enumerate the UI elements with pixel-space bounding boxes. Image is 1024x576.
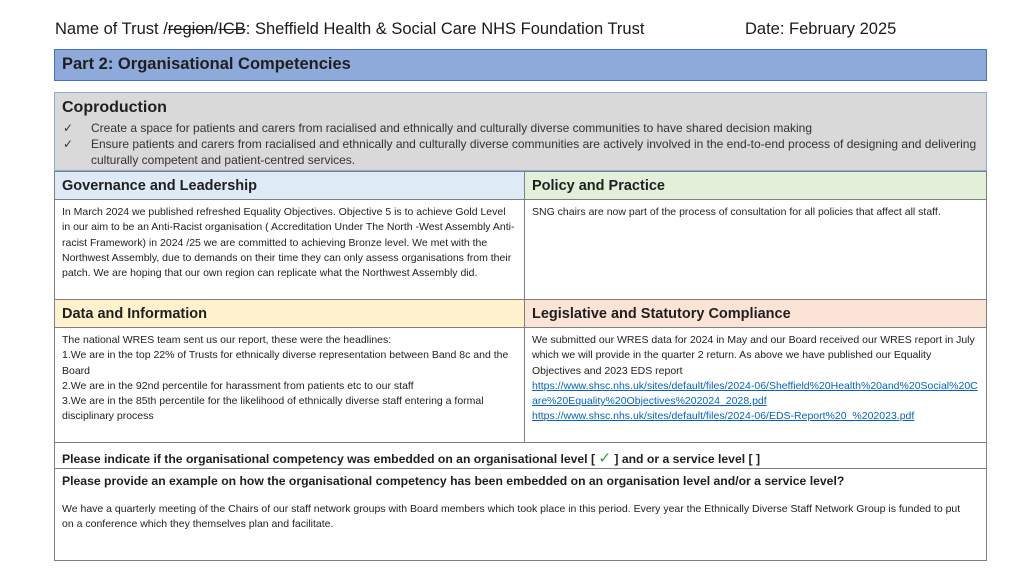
example-section — [55, 469, 986, 561]
trust-name: Name of Trust /region/ICB: Sheffield Health & Social Care NHS Foundation Trust — [55, 20, 645, 38]
checkmark-icon: ✓ — [63, 121, 74, 135]
part-title: Part 2: Organisational Competencies — [62, 55, 351, 73]
data-information-text: The national WRES team sent us our report, these were the headlines: 1.We are in the top 22% of Trusts for ethnically diverse representation between Band 8c and the Board 2.We are in the 92nd percentile for harassment from patients etc to our staff 3.We are in the 85th percentile for the likelihood of ethnically diverse staff entering a formal disciplinary process — [55, 328, 525, 443]
report-date: Date: February 2025 — [745, 20, 897, 38]
strikethrough-icb: ICB — [218, 20, 246, 38]
policy-heading: Policy and Practice — [525, 172, 986, 200]
strikethrough-region: region — [167, 20, 214, 38]
coproduction-box: Coproduction ✓ Create a space for patients and carers from racialised and ethnically and culturally diverse communities to have shared decision making ✓ Ensure patients and carers from racialised and ethnically and culturally diverse communities are actively involved in the end-to-end process of designing and delivering culturally competent and patient-centred services. — [54, 92, 987, 171]
equality-objectives-link[interactable]: https://www.shsc.nhs.uk/sites/default/files/2024-06/Sheffield%20Health%20and%20Social%20Care%20Equality%20Objectives%202024_2028.pdf — [532, 379, 978, 408]
competency-table — [54, 171, 987, 561]
list-item: 3.We are in the 85th percentile for the likelihood of ethnically diverse staff entering a formal disciplinary process — [62, 395, 484, 423]
governance-heading: Governance and Leadership — [55, 172, 525, 200]
data-information-heading: Data and Information — [55, 300, 525, 328]
checkmark-icon: ✓ — [63, 137, 74, 151]
tick-icon: ✓ — [598, 450, 611, 467]
example-question: Please provide an example on how the organisational competency has been embedded on an organisation level and/or a service level? — [62, 474, 845, 488]
legislative-text: We submitted our WRES data for 2024 in May and our Board received our WRES report in July which we will provide in the quarter 2 return. As above we have published our Equality Objectives and 2023 EDS report https://www.shsc.nhs.uk/sites/default/files/2024-06/Sheffield%20Health%20and%20Social%20Care%20Equality%20Objectives%202024_2028.pdf https://www.shsc.nhs.uk/sites/default/files/2024-06/EDS-Report%20_%202023.pdf — [525, 328, 986, 443]
document-header — [55, 20, 955, 44]
part-banner — [54, 49, 987, 81]
governance-text: In March 2024 we published refreshed Equality Objectives. Objective 5 is to achieve Gold Level in our aim to be an Anti-Racist organisation ( Accreditation Under The North -West Assembly Anti-racist Framework) in 2024 /25 we are committed to achieving Bronze level. We met with the Northwest Assembly, due to demands on their time they can only assess organisations from their patch. We are hoping that our own region can replicate what the Northwest Assembly did. — [55, 200, 525, 300]
list-item: 1.We are in the top 22% of Trusts for ethnically diverse representation between Band 8c and the Board — [62, 349, 509, 377]
list-item: 2.We are in the 92nd percentile for harassment from patients etc to our staff — [62, 379, 414, 392]
legislative-heading: Legislative and Statutory Compliance — [525, 300, 986, 328]
coproduction-title: Coproduction — [62, 99, 167, 116]
embedded-level-question: Please indicate if the organisational competency was embedded on an organisational level [ ✓ ] and or a service level [ ] — [55, 443, 986, 469]
policy-text: SNG chairs are now part of the process of consultation for all policies that affect all staff. — [525, 200, 986, 300]
example-answer: We have a quarterly meeting of the Chairs of our staff network groups with Board members which took place in this period. Every year the Ethnically Diverse Staff Network Group is funded to put on a conference which they themselves plan and facilitate. — [62, 503, 961, 531]
eds-report-link[interactable]: https://www.shsc.nhs.uk/sites/default/files/2024-06/EDS-Report%20_%202023.pdf — [532, 410, 915, 423]
